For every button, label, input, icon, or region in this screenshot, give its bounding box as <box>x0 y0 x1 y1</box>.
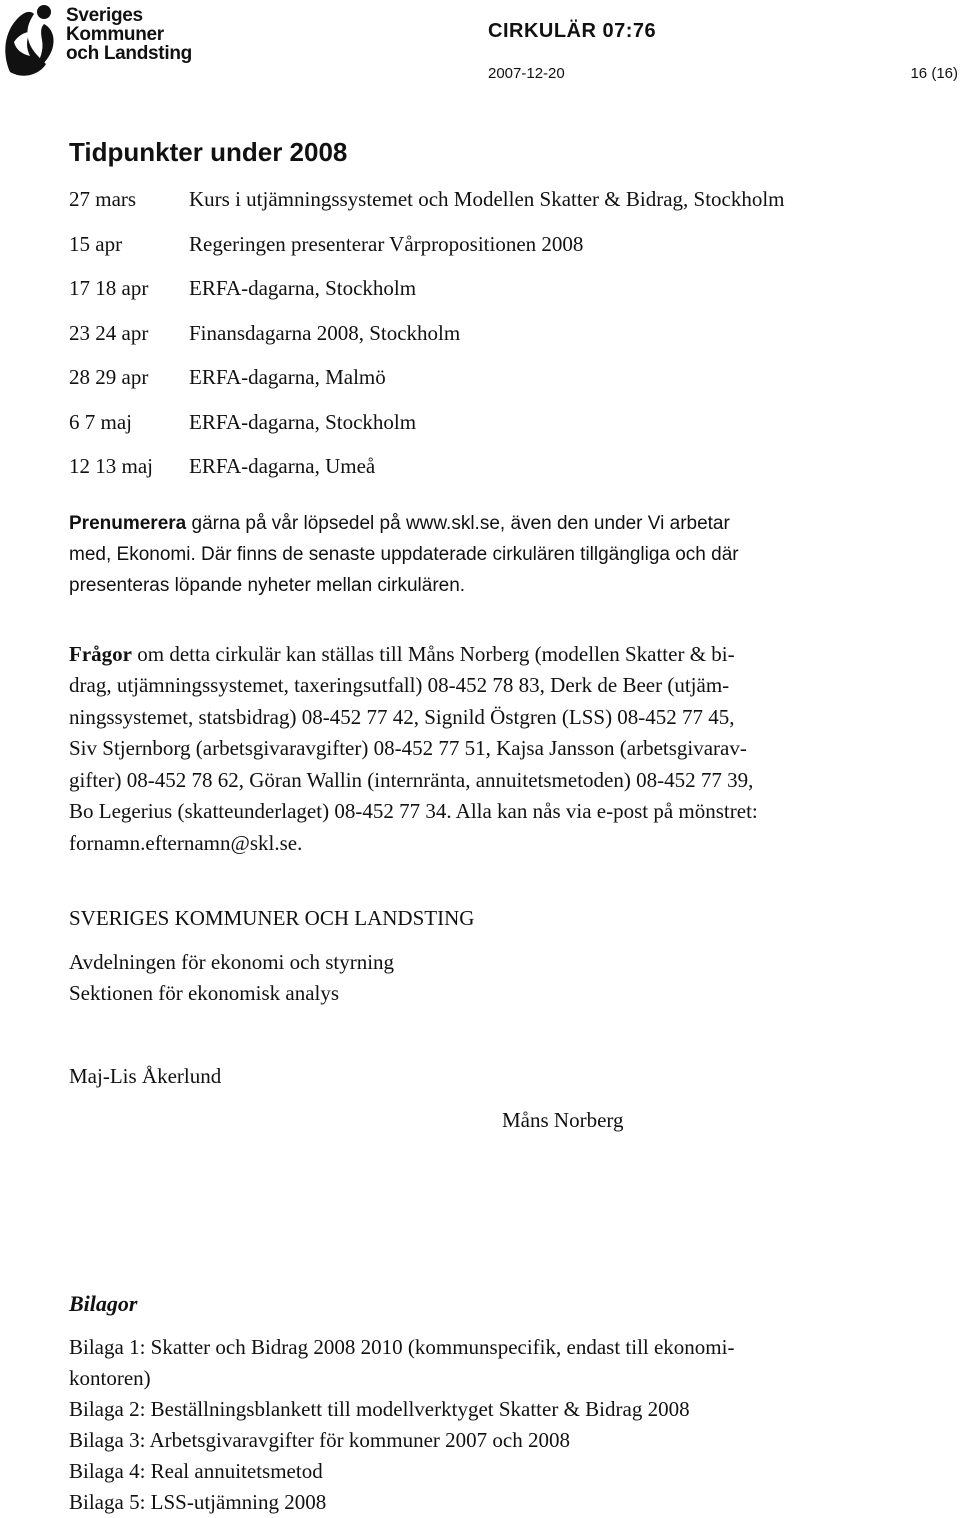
date-row <box>69 187 909 232</box>
document-body <box>69 136 909 1009</box>
event-cell: ERFA-dagarna, Stockholm <box>189 409 417 434</box>
event-cell: Kurs i utjämningssystemet och Modellen Skatter & Bidrag, Stockholm <box>189 187 785 211</box>
questions-text: drag, utjämningssystemet, taxeringsutfall) 08-452 78 83, Derk de Beer (utjäm- <box>69 673 730 697</box>
attachment-item: Bilaga 5: LSS-utjämning 2008 <box>69 1490 327 1514</box>
questions-text: Siv Stjernborg (arbetsgivaravgifter) 08-452 77 51, Kajsa Jansson (arbetsgivarav- <box>69 736 747 760</box>
dates-table <box>69 187 909 499</box>
subscribe-text: med, Ekonomi. Där finns de senaste uppdaterade cirkulären tillgängliga och där <box>69 543 739 565</box>
event-cell: ERFA-dagarna, Stockholm <box>189 276 417 300</box>
event-cell: ERFA-dagarna, Malmö <box>189 365 386 389</box>
questions-text: om detta cirkulär kan ställas till Måns Norberg (modellen Skatter & bi- <box>131 641 735 666</box>
questions-text: Bo Legerius (skatteunderlaget) 08-452 77 34. Alla kan nås via e-post på mönstret: <box>69 799 758 823</box>
date-cell: 27 mars <box>69 187 137 211</box>
date-row <box>69 454 909 499</box>
attachment-item: Bilaga 4: Real annuitetsmetod <box>69 1459 323 1483</box>
attachment-item: kontoren) <box>69 1366 151 1390</box>
section-name: Sektionen för ekonomisk analys <box>69 981 340 1005</box>
date-row <box>69 276 909 321</box>
event-cell: ERFA-dagarna, Umeå <box>189 454 376 478</box>
attachment-item: Bilaga 2: Beställningsblankett till modellverktyget Skatter & Bidrag 2008 <box>69 1397 690 1421</box>
questions-text: gifter) 08-452 78 62, Göran Wallin (internränta, annuitetsmetoden) 08-452 77 39, <box>69 767 754 792</box>
department-name: Avdelningen för ekonomi och styrning <box>69 950 395 974</box>
questions-text: ningssystemet, statsbidrag) 08-452 77 42, Signild Östgren (LSS) 08-452 77 45, <box>69 704 735 729</box>
subscribe-text: gärna på vår löpsedel på www.skl.se, även den under Vi arbetar <box>186 512 730 534</box>
attachment-item: Bilaga 3: Arbetsgivaravgifter för kommuner 2007 och 2008 <box>69 1428 570 1452</box>
logo-line: Kommuner <box>66 24 164 45</box>
date-cell: 6 7 maj <box>69 409 132 434</box>
date-row <box>69 232 909 277</box>
page-header <box>0 0 960 100</box>
event-cell: Finansdagarna 2008, Stockholm <box>189 320 461 345</box>
date-cell: 15 apr <box>69 231 123 256</box>
attachments-list <box>69 1332 909 1518</box>
subscribe-lead: Prenumerera <box>69 512 187 534</box>
logo-wordmark <box>66 6 192 63</box>
attachments-section <box>69 1289 909 1518</box>
questions-paragraph <box>69 639 909 860</box>
questions-text: fornamn.efternamn@skl.se. <box>69 830 303 855</box>
date-cell: 17 18 apr <box>69 276 149 300</box>
event-cell: Regeringen presenterar Vårpropositionen 2008 <box>189 231 584 256</box>
organization-name: SVERIGES KOMMUNER OCH LANDSTING <box>69 906 475 930</box>
attachments-title: Bilagor <box>69 1291 138 1316</box>
page-number: 16 (16) <box>910 65 958 82</box>
date-row <box>69 321 909 366</box>
circular-title: CIRKULÄR 07:76 <box>488 20 657 42</box>
section-heading: Tidpunkter under 2008 <box>69 137 348 167</box>
subscribe-text: presenteras löpande nyheter mellan cirkulären. <box>69 574 466 596</box>
logo-line: och Landsting <box>66 43 192 64</box>
attachment-item: Bilaga 1: Skatter och Bidrag 2008 2010 (kommunspecifik, endast till ekonomi- <box>69 1335 735 1359</box>
date-cell: 23 24 apr <box>69 320 149 345</box>
signature-2: Måns Norberg <box>502 1108 624 1132</box>
department-block <box>69 947 909 1009</box>
circular-date: 2007-12-20 <box>488 65 565 82</box>
date-row <box>69 410 909 455</box>
signature-1: Maj-Lis Åkerlund <box>69 1064 222 1088</box>
subscribe-paragraph <box>69 508 909 601</box>
logo-line: Sveriges <box>66 5 143 26</box>
questions-lead: Frågor <box>69 641 132 666</box>
date-cell: 28 29 apr <box>69 365 149 389</box>
date-cell: 12 13 maj <box>69 454 153 478</box>
date-row <box>69 365 909 410</box>
